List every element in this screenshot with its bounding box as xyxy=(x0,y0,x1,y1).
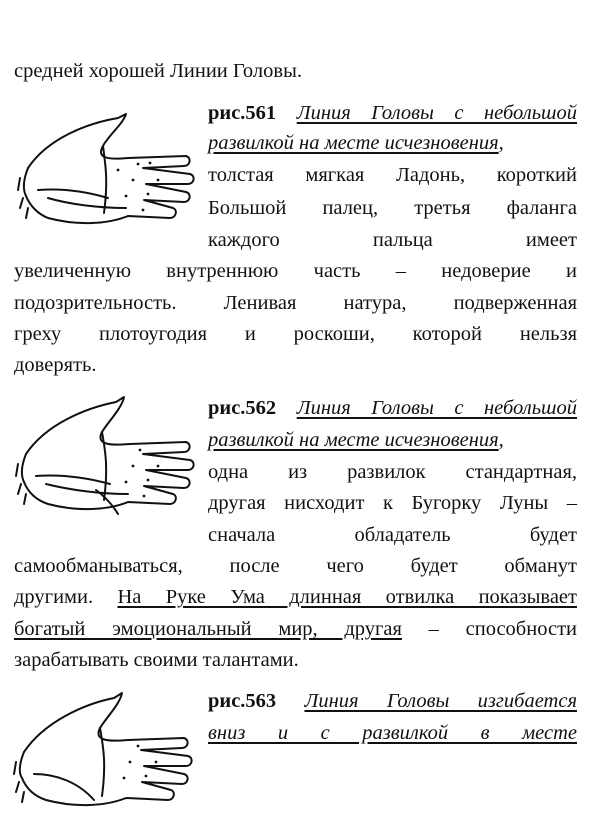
fig562-line-7-underlined: На Руке Ума длинная отвилка показывает xyxy=(117,586,577,608)
fig561-title-2: развилкой на месте исчезновения xyxy=(208,132,499,154)
fig563-title-1: Линия Головы изгибается xyxy=(304,690,577,712)
fig562-line-2 xyxy=(208,425,577,455)
fig563-line-1 xyxy=(208,686,577,716)
fig562-line-8-underlined: богатый эмоциональный мир, другая xyxy=(14,618,402,640)
fig563-label: рис.563 xyxy=(208,690,277,712)
fig562-line-4: другая нисходит к Бугорку Луны – xyxy=(208,492,577,514)
fig561-line-8: греху плотоугодия и роскоши, которой нельзя xyxy=(14,323,577,345)
fig562-line-7 xyxy=(14,582,577,612)
fig562-line-8 xyxy=(14,614,577,644)
fig561-line-6: увеличенную внутреннюю часть – недоверие и xyxy=(14,260,577,282)
fig562-line-7-text: другими. xyxy=(14,586,118,608)
fig562-line-5: сначала обладатель будет xyxy=(208,524,577,546)
hand-figure-562 xyxy=(8,392,198,532)
fig562-comma: , xyxy=(498,429,504,451)
fig561-comma: , xyxy=(498,132,504,154)
fig561-line-4: Большой палец, третья фаланга xyxy=(208,197,577,219)
fig562-title-1: Линия Головы с небольшой xyxy=(296,397,578,419)
fig561-line-2 xyxy=(208,128,577,158)
hand-figure-563 xyxy=(8,690,198,830)
fig561-line-7: подозрительность. Ленивая натура, подверженная xyxy=(14,292,577,314)
fig561-title-1: Линия Головы с небольшой xyxy=(296,102,578,124)
fig563-title-2: вниз и с развилкой в месте xyxy=(208,722,577,744)
fig562-line-1 xyxy=(208,393,577,423)
fig561-line-5: каждого пальца имеет xyxy=(208,229,577,251)
fig562-line-9: зарабатывать своими талантами. xyxy=(14,649,299,671)
fig562-title-2: развилкой на месте исчезновения xyxy=(208,429,499,451)
fig562-line-6: самообманываться, после чего будет обманут xyxy=(14,555,577,577)
fig561-line-3: толстая мягкая Ладонь, короткий xyxy=(208,164,577,186)
fig561-label: рис.561 xyxy=(208,102,277,124)
fig561-line-9: доверять. xyxy=(14,354,97,376)
fig562-line-3: одна из развилок стандартная, xyxy=(208,461,577,483)
fig562-label: рис.562 xyxy=(208,397,277,419)
fig563-line-2 xyxy=(208,718,577,748)
intro-line: средней хорошей Линии Головы. xyxy=(14,60,302,82)
fig562-line-8-text: – способности xyxy=(401,618,577,640)
hand-figure-561 xyxy=(8,108,198,248)
fig561-line-1 xyxy=(208,98,577,128)
